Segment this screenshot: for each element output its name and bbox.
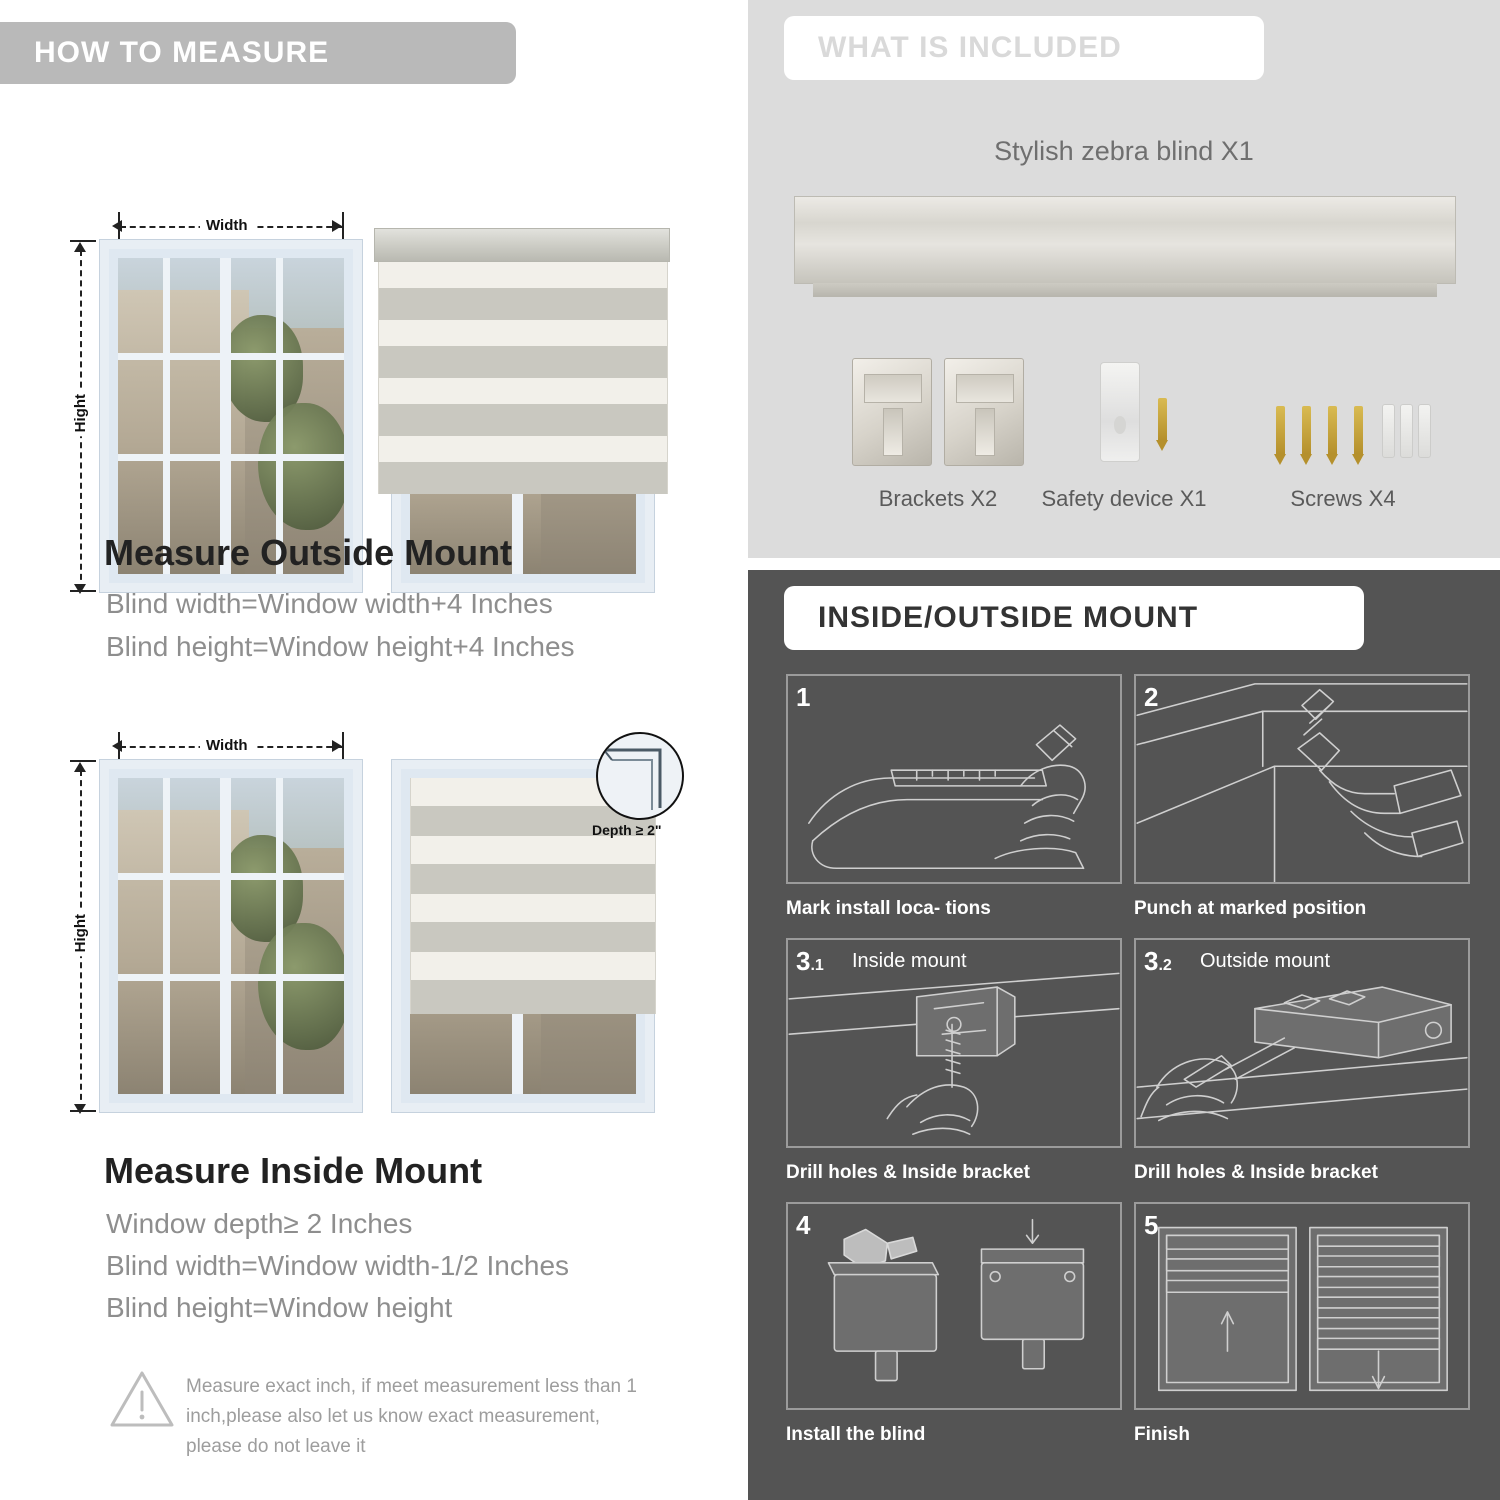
step-5-caption: Finish bbox=[1134, 1424, 1190, 1445]
mullion-horizontal-5 bbox=[118, 974, 344, 981]
step-1 bbox=[786, 674, 1122, 926]
safety-device-screw bbox=[1158, 398, 1167, 440]
outside-width-arrow-right bbox=[332, 220, 342, 232]
screws-label: Screws X4 bbox=[1290, 486, 1396, 511]
step-4-image bbox=[786, 1202, 1122, 1410]
blind-stripe bbox=[379, 320, 667, 346]
screw-4 bbox=[1354, 406, 1363, 454]
outside-mount-heading: Measure Outside Mount bbox=[104, 532, 513, 573]
window-frame-inside bbox=[100, 760, 362, 1112]
inside-mount-line-3: Blind height=Window height bbox=[106, 1292, 453, 1323]
step-1-image bbox=[786, 674, 1122, 884]
screw-1 bbox=[1276, 406, 1285, 454]
window-view-outside bbox=[118, 258, 344, 574]
screw-2 bbox=[1302, 406, 1311, 454]
inside-outside-mount-panel bbox=[748, 570, 1500, 1500]
mullion-horizontal-1 bbox=[118, 353, 344, 360]
step-4-caption: Install the blind bbox=[786, 1424, 926, 1445]
step-3-2 bbox=[1134, 938, 1470, 1190]
blind-stripe bbox=[379, 404, 667, 436]
inside-mount-illustration bbox=[0, 718, 736, 1138]
step-3-1-caption: Drill holes & Inside bracket bbox=[786, 1162, 1030, 1183]
mullion-horizontal-2 bbox=[118, 454, 344, 461]
inside-mount-heading: Measure Inside Mount bbox=[104, 1150, 483, 1191]
outside-height-arrow-up bbox=[74, 242, 86, 252]
blind-stripe bbox=[379, 436, 667, 462]
step-3-2-inline-title: Outside mount bbox=[1200, 950, 1331, 972]
step-3-2-number: 3.2 bbox=[1144, 946, 1172, 976]
step-3-2-caption: Drill holes & Inside bracket bbox=[1134, 1162, 1378, 1183]
blind-stripe bbox=[411, 836, 655, 864]
outside-height-arrow-down bbox=[74, 584, 86, 594]
outside-mount-line-1: Blind width=Window width+4 Inches bbox=[106, 588, 553, 619]
blind-stripe bbox=[411, 864, 655, 894]
inside-height-tick-top bbox=[70, 760, 96, 762]
blind-stripe bbox=[411, 980, 655, 1014]
step-2-number: 2 bbox=[1144, 682, 1159, 712]
step-1-sketch bbox=[788, 676, 1120, 882]
wall-anchor-3 bbox=[1418, 404, 1431, 458]
step-5-image bbox=[1134, 1202, 1470, 1410]
inside-width-tick-left bbox=[118, 732, 120, 760]
window-view-inside bbox=[118, 778, 344, 1094]
safety-device bbox=[1100, 362, 1140, 462]
step-4-sketch bbox=[788, 1204, 1120, 1408]
step-5-number: 5 bbox=[1144, 1210, 1159, 1240]
outside-width-label: Width bbox=[200, 217, 254, 234]
inside-outside-mount-banner bbox=[784, 586, 1364, 650]
step-2-image bbox=[1134, 674, 1470, 884]
screw-3 bbox=[1328, 406, 1337, 454]
inside-height-arrow-down bbox=[74, 1104, 86, 1114]
step-2-sketch bbox=[1136, 676, 1468, 882]
inside-mount-line-2: Blind width=Window width-1/2 Inches bbox=[106, 1250, 570, 1281]
step-4-number: 4 bbox=[796, 1210, 811, 1240]
mullion-vertical-2 bbox=[276, 258, 283, 574]
inside-height-label: Hight bbox=[72, 910, 89, 956]
step-3-1-number: 3.1 bbox=[796, 946, 824, 976]
step-5-sketch bbox=[1136, 1204, 1468, 1408]
step-5 bbox=[1134, 1202, 1470, 1452]
mullion-horizontal-4 bbox=[118, 873, 344, 880]
outside-height-tick-top bbox=[70, 240, 96, 242]
inside-width-arrow-right bbox=[332, 740, 342, 752]
blind-stripe bbox=[379, 378, 667, 404]
window-sash-divider-3 bbox=[220, 778, 231, 1094]
what-is-included-panel bbox=[748, 0, 1500, 558]
step-3-1 bbox=[786, 938, 1122, 1190]
safety-device-label: Safety device X1 bbox=[1041, 486, 1207, 511]
step-1-number: 1 bbox=[796, 682, 811, 712]
depth-callout-sketch bbox=[598, 734, 682, 818]
window-frame-inside-with-blind bbox=[392, 760, 654, 1112]
outside-height-label: Hight bbox=[72, 390, 89, 436]
wall-anchor-1 bbox=[1382, 404, 1395, 458]
how-to-measure-banner bbox=[0, 22, 516, 84]
how-to-measure-column bbox=[0, 0, 736, 1500]
zebra-blind-headrail bbox=[794, 196, 1456, 284]
mullion-vertical-3 bbox=[163, 778, 170, 1094]
blind-valance-outside bbox=[374, 228, 670, 262]
outside-width-tick-left bbox=[118, 212, 120, 240]
mullion-vertical-4 bbox=[276, 778, 283, 1094]
blind-body-outside bbox=[378, 262, 668, 494]
blind-stripe bbox=[411, 952, 655, 980]
blind-stripe bbox=[379, 288, 667, 320]
measure-note-text: Measure exact inch, if meet measurement less than 1 inch,please also let us know exact measurement, please do not leave it bbox=[186, 1376, 637, 1457]
depth-callout-circle bbox=[596, 732, 684, 820]
step-2 bbox=[1134, 674, 1470, 926]
inside-width-label: Width bbox=[200, 737, 254, 754]
included-product-title: Stylish zebra blind X1 bbox=[994, 136, 1254, 166]
inside-outside-mount-banner-label: INSIDE/OUTSIDE MOUNT bbox=[818, 601, 1199, 634]
outside-mount-illustration bbox=[0, 100, 736, 520]
blind-stripe bbox=[379, 462, 667, 494]
wall-anchor-2 bbox=[1400, 404, 1413, 458]
blind-stripe bbox=[379, 262, 667, 288]
what-is-included-banner bbox=[784, 16, 1264, 80]
window-sash-divider bbox=[220, 258, 231, 574]
what-is-included-banner-label: WHAT IS INCLUDED bbox=[818, 31, 1122, 64]
inside-mount-line-1: Window depth≥ 2 Inches bbox=[106, 1208, 413, 1239]
depth-label: Depth ≥ 2" bbox=[592, 822, 662, 838]
blind-stripe bbox=[411, 922, 655, 952]
outside-height-tick-bottom bbox=[70, 590, 96, 592]
step-1-caption: Mark install loca- tions bbox=[786, 898, 991, 919]
inside-width-arrow-left bbox=[112, 740, 122, 752]
step-2-caption: Punch at marked position bbox=[1134, 898, 1367, 919]
bracket-2 bbox=[944, 358, 1024, 466]
how-to-measure-banner-label: HOW TO MEASURE bbox=[34, 36, 330, 69]
inside-width-tick-right bbox=[342, 732, 344, 760]
step-3-1-inline-title: Inside mount bbox=[852, 950, 967, 972]
step-4 bbox=[786, 1202, 1122, 1452]
right-column bbox=[748, 0, 1500, 1500]
blind-stripe bbox=[379, 346, 667, 378]
outside-width-tick-right bbox=[342, 212, 344, 240]
inside-height-tick-bottom bbox=[70, 1110, 96, 1112]
blind-stripe bbox=[411, 894, 655, 922]
warning-triangle-icon bbox=[108, 1368, 176, 1430]
outside-mount-line-2: Blind height=Window height+4 Inches bbox=[106, 631, 575, 662]
brackets-label: Brackets X2 bbox=[878, 486, 998, 511]
outside-width-arrow-left bbox=[112, 220, 122, 232]
mullion-vertical-1 bbox=[163, 258, 170, 574]
inside-height-arrow-up bbox=[74, 762, 86, 772]
bracket-1 bbox=[852, 358, 932, 466]
